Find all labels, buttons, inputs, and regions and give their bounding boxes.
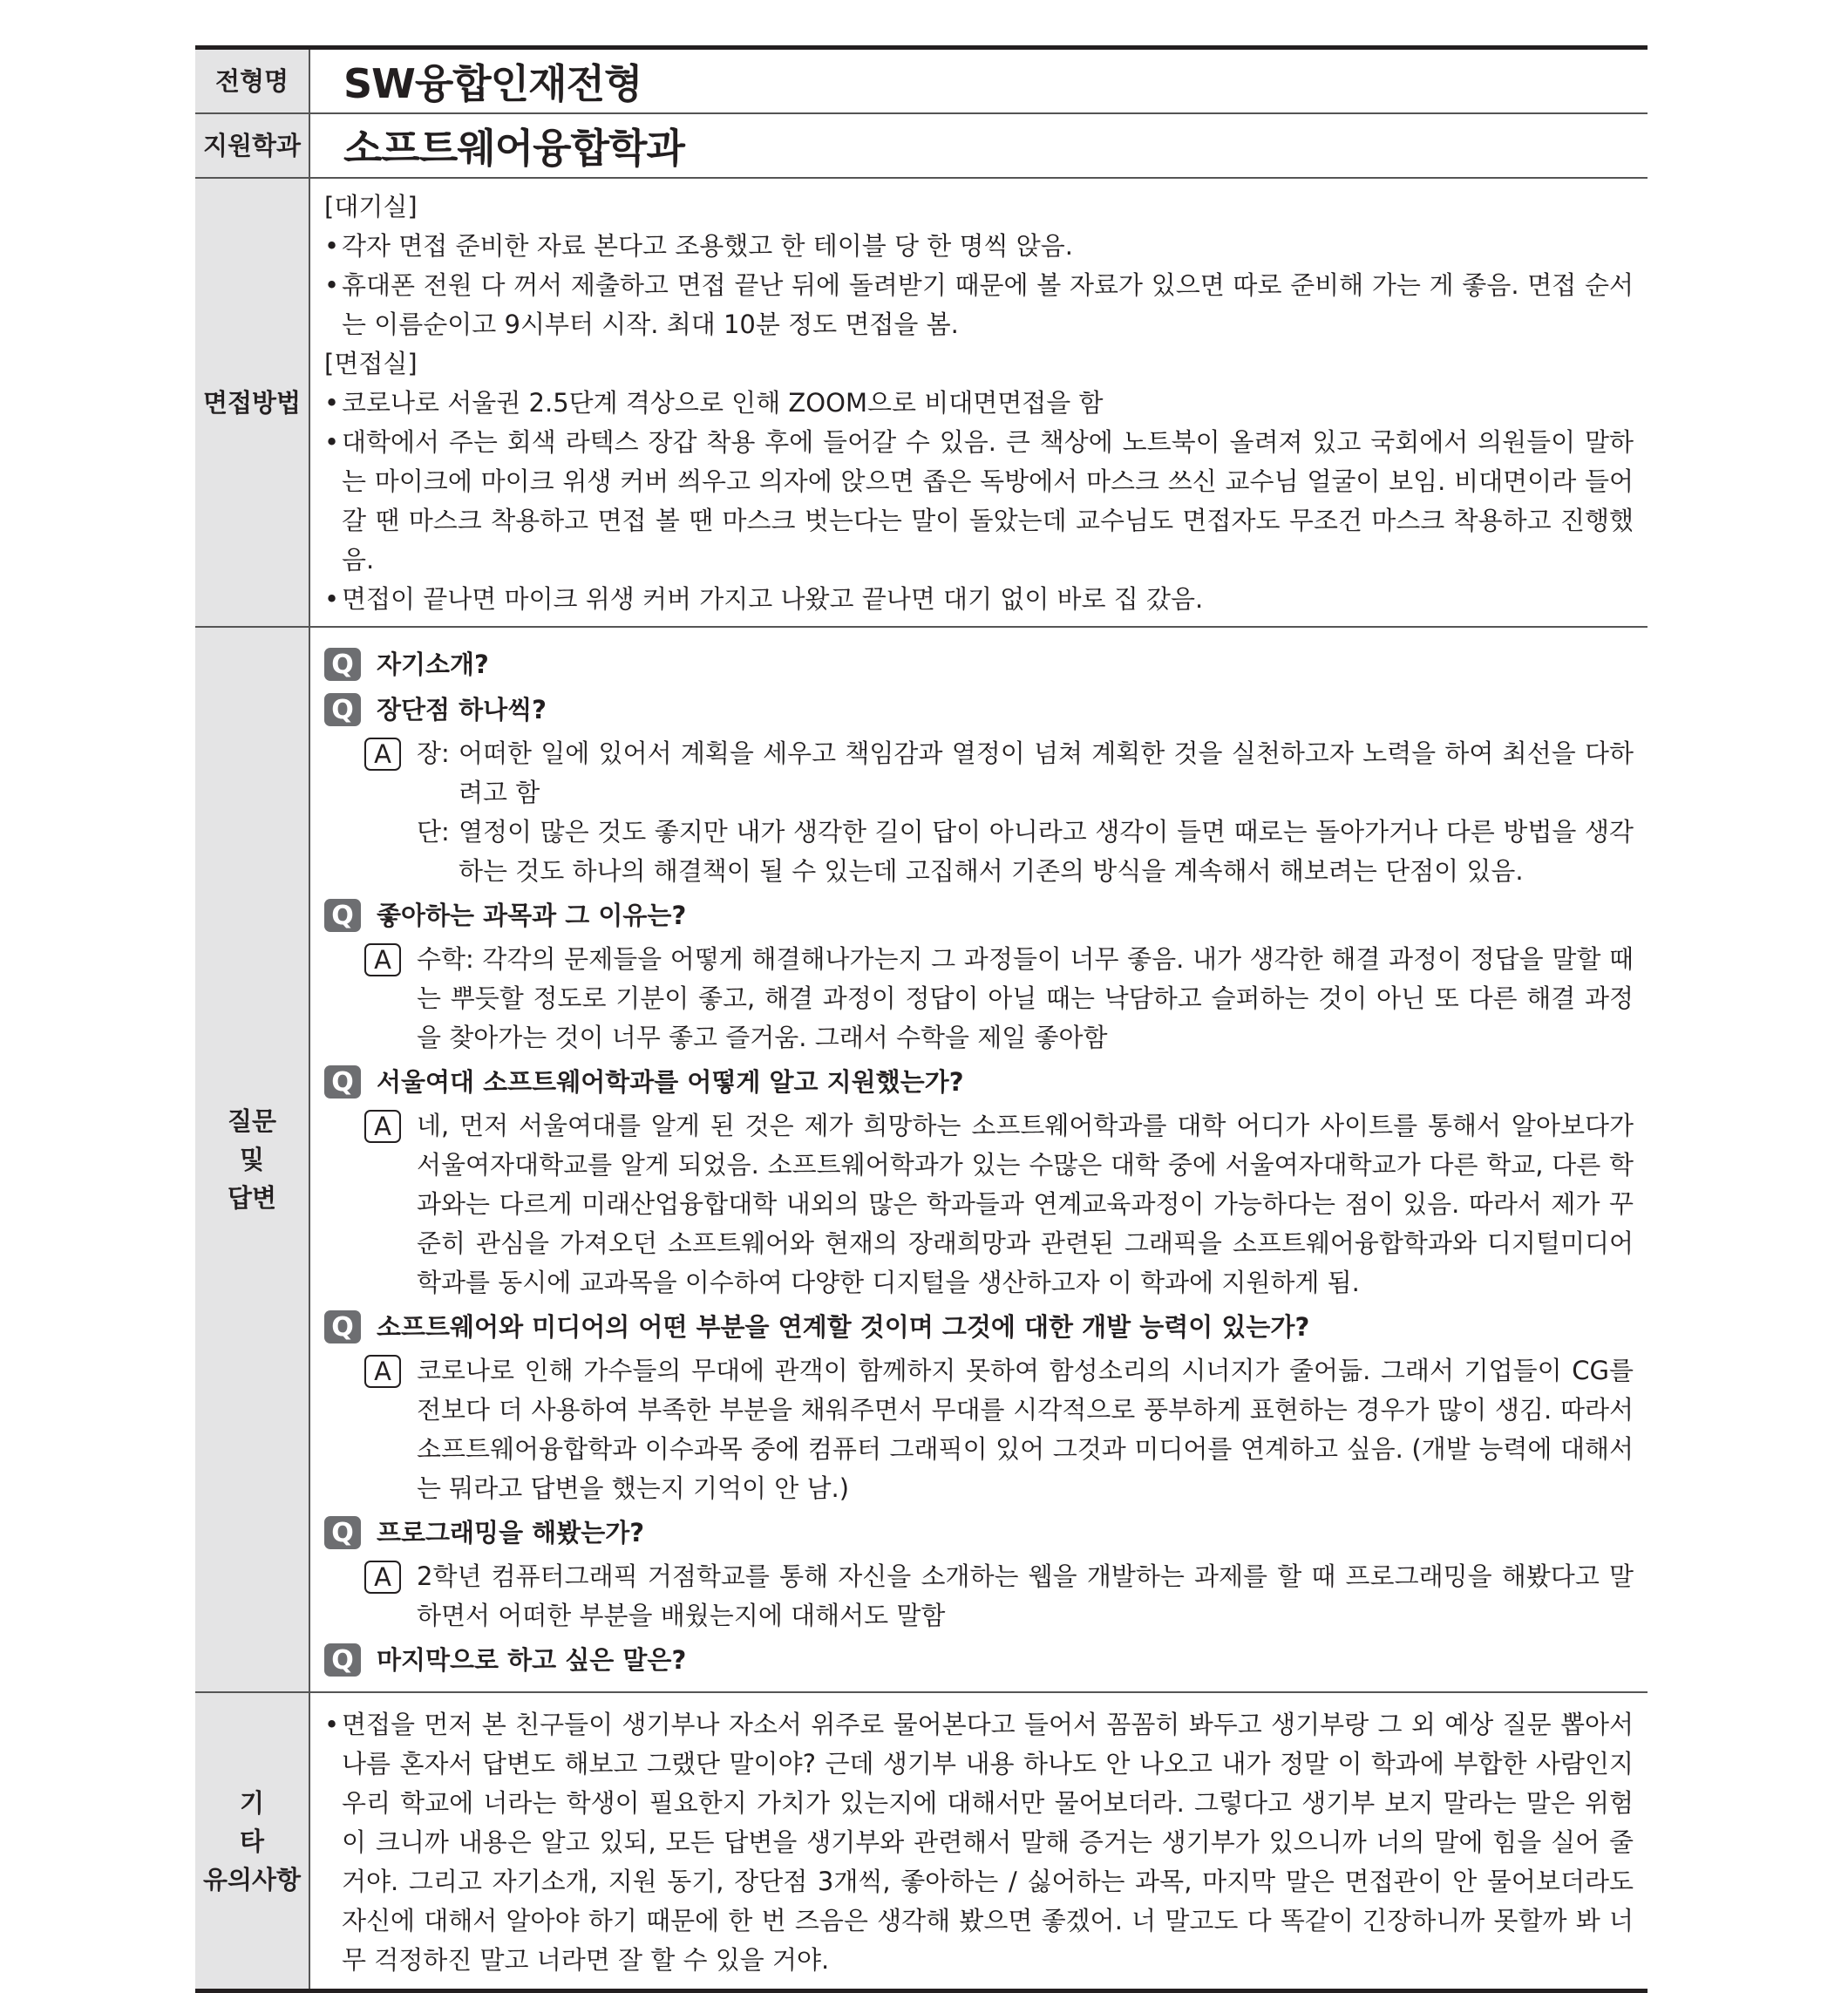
question-item bbox=[324, 1639, 1634, 1681]
question-badge-icon: Q bbox=[324, 899, 361, 932]
waiting-room-title: [대기실] bbox=[324, 192, 418, 221]
pros-text: 어떠한 일에 있어서 계획을 세우고 책임감과 열정이 넘쳐 계획한 것을 실천하고자 노력을 하여 최선을 다하려고 함 bbox=[459, 738, 1634, 807]
interview-method-content bbox=[310, 179, 1648, 626]
question-text: 서울여대 소프트웨어학과를 어떻게 알고 지원했는가? bbox=[377, 1067, 964, 1097]
question-badge-icon: Q bbox=[324, 693, 361, 726]
question-text: 좋아하는 과목과 그 이유는? bbox=[377, 901, 687, 930]
notes-content bbox=[310, 1693, 1648, 1989]
question-text: 자기소개? bbox=[377, 650, 489, 679]
pros-prefix: 장: bbox=[417, 738, 450, 768]
answer-text: 수학: 각각의 문제들을 어떻게 해결해나가는지 그 과정들이 너무 좋음. 내가 생각한 해결 과정이 정답을 말할 때는 뿌듯할 정도로 기분이 좋고, 해결 과정이 정답이 아닐 때는 낙담하고 슬퍼하는 것이 아닌 또 다른 해결 과정을 찾아가는 것이 너무 좋고 즐거움. 그래서 수학을 제일 좋아함 bbox=[417, 944, 1634, 1052]
question-text: 프로그래밍을 해봤는가? bbox=[377, 1518, 645, 1547]
question-badge-icon: Q bbox=[324, 1065, 361, 1099]
cons-prefix: 단: bbox=[417, 817, 450, 847]
notes-row bbox=[195, 1693, 1648, 1989]
question-item bbox=[324, 643, 1634, 685]
answer-item bbox=[364, 1351, 1634, 1508]
question-badge-icon: Q bbox=[324, 1516, 361, 1549]
answer-item bbox=[364, 1106, 1634, 1303]
answer-badge-icon: A bbox=[364, 1561, 401, 1594]
interview-method-row bbox=[195, 179, 1648, 628]
department-row bbox=[195, 114, 1648, 179]
list-item: • 면접을 먼저 본 친구들이 생기부나 자소서 위주로 물어본다고 들어서 꼼꼼히 봐두고 생기부랑 그 외 예상 질문 뽑아서 나름 혼자서 답변도 해보고 그랬단 말이야? 근데 생기부 내용 하나도 안 나오고 내가 정말 이 학과에 부합한 사람인지 우리 학교에 너라는 학생이 필요한지 가치가 있는지에 대해서만 물어보더라. 그렇다고 생기부 보지 말라는 말은 위험이 크니까 내용은 알고 있되, 모든 답변을 생기부와 관련해서 말해 증거는 생기부가 있으니까 너의 말에 힘을 실어 줄 거야. 그리고 자기소개, 지원 동기, 장단점 3개씩, 좋아하는 / 싫어하는 과목, 마지막 말은 면접관이 안 물어보더라도 자신에 대해서 알아야 하기 때문에 한 번 즈음은 생각해 봤으면 좋겠어. 너 말고도 다 똑같이 긴장하니까 못할까 봐 너무 걱정하진 말고 너라면 잘 할 수 있을 거야. bbox=[324, 1710, 1634, 1975]
interview-table bbox=[195, 45, 1648, 1993]
list-item: • 휴대폰 전원 다 꺼서 제출하고 면접 끝난 뒤에 돌려받기 때문에 볼 자료가 있으면 따로 준비해 가는 게 좋음. 면접 순서는 이름순이고 9시부터 시작. 최대 10분 정도 면접을 봄. bbox=[324, 270, 1634, 339]
question-badge-icon: Q bbox=[324, 1643, 361, 1677]
question-item bbox=[324, 689, 1634, 731]
interview-method-label: 면접방법 bbox=[195, 179, 310, 626]
department-label: 지원학과 bbox=[195, 114, 310, 177]
list-item: • 코로나로 서울권 2.5단계 격상으로 인해 ZOOM으로 비대면면접을 함 bbox=[324, 388, 1104, 418]
question-text: 소프트웨어와 미디어의 어떤 부분을 연계할 것이며 그것에 대한 개발 능력이 있는가? bbox=[377, 1312, 1310, 1342]
answer-text: 코로나로 인해 가수들의 무대에 관객이 함께하지 못하여 함성소리의 시너지가 줄어듦. 그래서 기업들이 CG를 전보다 더 사용하여 부족한 부분을 채워주면서 무대를 시각적으로 풍부하게 표현하는 경우가 많이 생김. 따라서 소프트웨어융합학과 이수과목 중에 컴퓨터 그래픽이 있어 그것과 미디어를 연계하고 싶음. (개발 능력에 대해서는 뭐라고 답변을 했는지 기억이 안 남.) bbox=[417, 1356, 1634, 1503]
cons-text: 열정이 많은 것도 좋지만 내가 생각한 길이 답이 아니라고 생각이 들면 때로는 돌아가거나 다른 방법을 생각하는 것도 하나의 해결책이 될 수 있는데 고집해서 기존의 방식을 계속해서 해보려는 단점이 있음. bbox=[459, 817, 1634, 886]
question-text: 마지막으로 하고 싶은 말은? bbox=[377, 1645, 687, 1675]
notes-label: 기 타 유의사항 bbox=[195, 1693, 310, 1989]
interview-room-title: [면접실] bbox=[324, 349, 418, 378]
answer-badge-icon: A bbox=[364, 943, 401, 976]
question-item bbox=[324, 1061, 1634, 1103]
qa-content bbox=[310, 628, 1648, 1691]
admission-type-value: SW융합인재전형 bbox=[343, 60, 642, 107]
admission-type-label: 전형명 bbox=[195, 50, 310, 112]
answer-text: 네, 먼저 서울여대를 알게 된 것은 제가 희망하는 소프트웨어학과를 대학 어디가 사이트를 통해서 알아보다가 서울여자대학교를 알게 되었음. 소프트웨어학과가 있는 수많은 대학 중에 서울여자대학교가 다른 학교, 다른 학과와는 다르게 미래산업융합대학 내외의 많은 학과들과 연계교육과정이 가능하다는 점이 있음. 따라서 제가 꾸준히 관심을 가져오던 소프트웨어와 현재의 장래희망과 관련된 그래픽을 소프트웨어융합학과와 디지털미디어학과를 동시에 교과목을 이수하여 다양한 디지털을 생산하고자 이 학과에 지원하게 됨. bbox=[417, 1111, 1634, 1297]
answer-badge-icon: A bbox=[364, 1110, 401, 1143]
list-item: • 각자 면접 준비한 자료 본다고 조용했고 한 테이블 당 한 명씩 앉음. bbox=[324, 231, 1073, 261]
list-item: • 면접이 끝나면 마이크 위생 커버 가지고 나왔고 끝나면 대기 없이 바로 집 갔음. bbox=[324, 584, 1204, 614]
answer-badge-icon: A bbox=[364, 738, 401, 771]
qa-label: 질문 및 답변 bbox=[195, 628, 310, 1691]
answer-item bbox=[364, 1557, 1634, 1636]
admission-type-row bbox=[195, 50, 1648, 114]
question-item bbox=[324, 1306, 1634, 1348]
question-badge-icon: Q bbox=[324, 1310, 361, 1343]
question-badge-icon: Q bbox=[324, 648, 361, 681]
question-item bbox=[324, 1512, 1634, 1554]
answer-item bbox=[364, 940, 1634, 1058]
question-text: 장단점 하나씩? bbox=[377, 695, 547, 724]
answer-item bbox=[364, 734, 1634, 891]
department-value: 소프트웨어융합학과 bbox=[343, 125, 684, 172]
qa-row bbox=[195, 628, 1648, 1693]
list-item: • 대학에서 주는 회색 라텍스 장갑 착용 후에 들어갈 수 있음. 큰 책상에 노트북이 올려져 있고 국회에서 의원들이 말하는 마이크에 마이크 위생 커버 씌우고 의자에 앉으면 좁은 독방에서 마스크 쓰신 교수님 얼굴이 보임. 비대면이라 들어갈 땐 마스크 착용하고 면접 볼 땐 마스크 벗는다는 말이 돌았는데 교수님도 면접자도 무조건 마스크 착용하고 진행했음. bbox=[324, 427, 1634, 575]
question-item bbox=[324, 894, 1634, 936]
answer-text: 2학년 컴퓨터그래픽 거점학교를 통해 자신을 소개하는 웹을 개발하는 과제를 할 때 프로그래밍을 해봤다고 말하면서 어떠한 부분을 배웠는지에 대해서도 말함 bbox=[417, 1561, 1634, 1630]
answer-badge-icon: A bbox=[364, 1355, 401, 1388]
